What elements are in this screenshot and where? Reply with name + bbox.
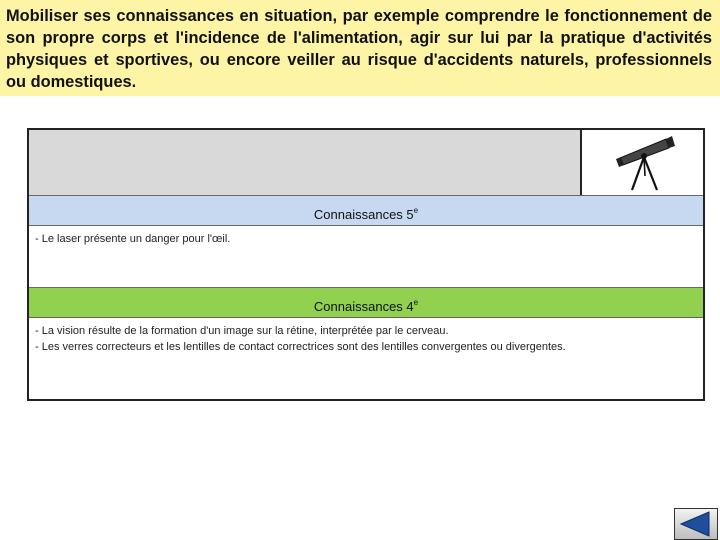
section-heading-4e [29,287,703,318]
card-header-blank [29,130,582,195]
telescope-icon [582,130,703,195]
section-heading-5e-text: Connaissances 5 [313,207,414,222]
knowledge-line: - Le laser présente un danger pour l'œil. [35,233,231,245]
back-arrow-icon [675,509,717,539]
section-heading-5e [29,195,703,226]
section-body-5e [29,227,703,287]
section-body-4e [29,319,703,399]
objective-text: Mobiliser ses connaissances en situation, par exemple comprendre le fonctionnement de son propre corps et l'incidence de l'alimentation, agir sur lui par la pratique d'activités physiques et sportives, ou encore veiller au risque d'accidents naturels, professionnels ou domestiques. [6,7,712,91]
card-header-icon-cell [582,130,703,195]
objective-banner [0,0,720,96]
back-button[interactable] [674,508,718,540]
knowledge-card [27,128,705,401]
section-heading-4e-sup: e [413,298,419,307]
knowledge-line: - La vision résulte de la formation d'un image sur la rétine, interprétée par le cerveau. [35,325,449,337]
section-heading-4e-text: Connaissances 4 [313,299,414,314]
knowledge-line: - Les verres correcteurs et les lentilles de contact correctrices sont des lentilles convergentes ou divergentes. [35,341,566,353]
section-heading-5e-sup: e [413,206,419,215]
